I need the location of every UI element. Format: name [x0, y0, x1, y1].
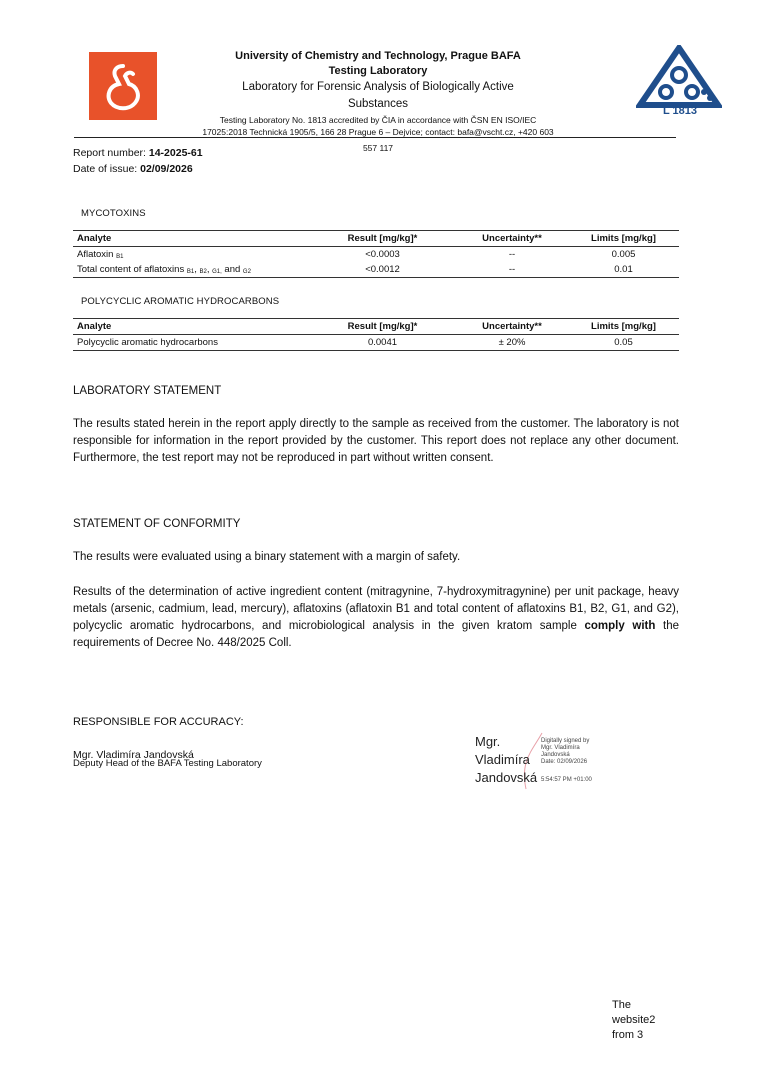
conformity-heading: STATEMENT OF CONFORMITY: [73, 518, 241, 530]
date-value: 02/09/2026: [140, 163, 193, 175]
lab-full-name-2: Substances: [347, 98, 409, 110]
digital-signature-name: Mgr. Vladimíra Jandovská: [475, 734, 538, 785]
accreditation-line-3: 557 117: [362, 143, 394, 153]
lab-full-name-1: Laboratory for Forensic Analysis of Biologically Active: [242, 81, 514, 93]
table-header-row: [73, 231, 679, 247]
lab-name: Testing Laboratory: [328, 65, 428, 77]
limit-cell: 0.01: [568, 262, 679, 278]
report-number-label: Report number:: [73, 147, 149, 159]
uncertainty-cell: --: [456, 262, 568, 278]
accreditation-number: L 1813: [662, 105, 698, 117]
analyte-cell: Total content of aflatoxins $_{B1}$, $_{B2}$, $_{G1,}$ and $_{G2}$: [73, 262, 309, 278]
responsible-name: Mgr. Vladimíra Jandovská: [73, 749, 194, 761]
university-logo: [89, 52, 157, 120]
uncertainty-cell: --: [508, 249, 516, 260]
analyte-cell: Polycyclic aromatic hydrocarbons: [73, 335, 309, 351]
analyte-cell: Aflatoxin $_{B1}$: [77, 249, 124, 260]
col-limits: Limits [mg/kg]: [568, 231, 679, 247]
lab-statement-heading: LABORATORY STATEMENT: [73, 385, 222, 397]
lab-statement-text: The results stated herein in the report apply directly to the sample as received from the customer. The laboratory is not responsible for information in the report provided by the customer. This report does not replace any other document. Furthermore, the test report may not be reproduced in part without written consent.: [73, 418, 679, 464]
table-row: [73, 262, 679, 278]
result-cell: <0.0012: [309, 262, 456, 278]
date-of-issue: [73, 163, 193, 175]
limit-cell: 0.05: [568, 335, 679, 351]
pah-title: POLYCYCLIC AROMATIC HYDROCARBONS: [81, 296, 280, 307]
digital-signature-details: Digitally signed by Mgr. Vladimíra Jandovská Date: 02/09/2026 5:54:57 PM +01:00: [541, 738, 592, 783]
page-number: The website2 from 3: [612, 999, 656, 1041]
header-divider: [74, 137, 676, 138]
pah-table: [73, 318, 679, 351]
result-cell: <0.0003: [365, 249, 400, 260]
table-header-row: [73, 319, 679, 335]
responsible-heading: RESPONSIBLE FOR ACCURACY:: [73, 716, 244, 728]
col-uncertainty: Uncertainty**: [456, 231, 568, 247]
report-number-value: 14-2025-61: [148, 147, 203, 159]
date-label: Date of issue:: [73, 163, 141, 175]
table-row: [73, 335, 679, 351]
col-limits: Limits [mg/kg]: [568, 319, 679, 335]
header-block: [200, 49, 556, 112]
col-analyte: Analyte: [73, 231, 309, 247]
accreditation-line-1: Testing Laboratory No. 1813 accredited by ČIA in accordance with ČSN EN ISO/IEC: [219, 115, 537, 125]
limit-cell: 0.005: [611, 249, 636, 260]
conformity-text-2: Results of the determination of active ingredient content (mitragynine, 7-hydroxymitragynine) per unit package, heavy metals (arsenic, cadmium, lead, mercury), aflatoxins (aflatoxin B1 and total content of aflatoxins B1, B2, G1, and G2), polycyclic aromatic hydrocarbons, and microbiological analysis in the given kratom sample comply with the requirements of Decree No. 448/2025 Coll.: [73, 586, 680, 649]
uncertainty-cell: ± 20%: [456, 335, 568, 351]
col-result: Result [mg/kg]*: [309, 319, 456, 335]
col-analyte: Analyte: [73, 319, 309, 335]
table-row: [73, 247, 679, 263]
mycotoxins-table: [73, 230, 679, 278]
accreditation-block: [170, 114, 586, 154]
university-name: University of Chemistry and Technology, Prague BAFA: [235, 50, 521, 62]
mycotoxins-title: MYCOTOXINS: [81, 208, 146, 219]
col-result: Result [mg/kg]*: [309, 231, 456, 247]
vscht-flask-logo-icon: [89, 52, 157, 120]
report-number: [73, 147, 203, 159]
accreditation-logo: [636, 45, 722, 121]
responsible-role: Deputy Head of the BAFA Testing Laboratory: [73, 758, 262, 769]
col-uncertainty: Uncertainty**: [456, 319, 568, 335]
accreditation-line-2: 17025:2018 Technická 1905/5, 166 28 Prague 6 – Dejvice; contact: bafa@vscht.cz, +420 603: [202, 127, 554, 137]
result-cell: 0.0041: [309, 335, 456, 351]
conformity-text-1: The results were evaluated using a binary statement with a margin of safety.: [73, 551, 461, 563]
